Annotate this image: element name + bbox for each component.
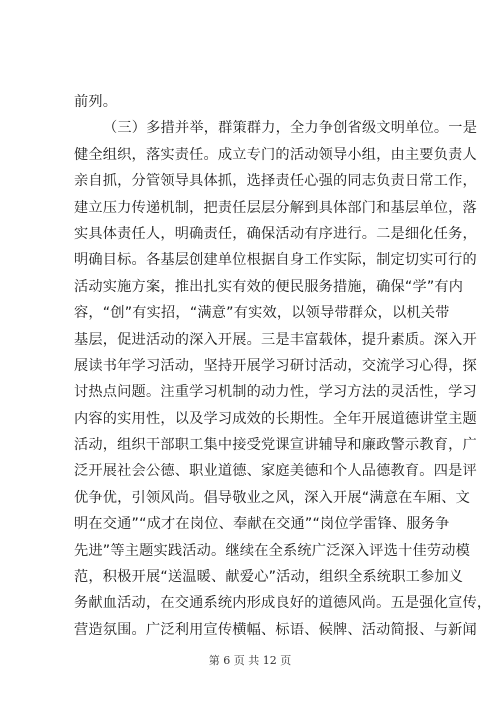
paragraph-line: 实具体责任人，明确责任，确保活动有序进行。二是细化任务， xyxy=(74,225,477,242)
paragraph-line: 展读书年学习活动，坚持开展学习研讨活动，交流学习心得，探 xyxy=(74,357,477,374)
paragraph-line: 务献血活动，在交通系统内形成良好的道德风尚。五是强化宣传， xyxy=(74,595,492,612)
body-text xyxy=(74,89,492,643)
paragraph-line: 讨热点问题。注重学习机制的动力性，学习方法的灵活性，学习 xyxy=(74,384,477,401)
paragraph-line: 泛开展社会公德、职业道德、家庭美德和个人品德教育。四是评 xyxy=(74,463,477,480)
paragraph-line: 明在交通”“成才在岗位、奉献在交通”“岗位学雷锋、服务争 xyxy=(74,516,450,533)
paragraph-line: 前列。 xyxy=(74,94,118,110)
paragraph-line: 内容的实用性，以及学习成效的长期性。全年开展道德讲堂主题 xyxy=(74,410,477,427)
paragraph-line: 建立压力传递机制，把责任层层分解到具体部门和基层单位，落 xyxy=(74,199,477,216)
paragraph-line: 亲自抓，分管领导具体抓，选择责任心强的同志负责日常工作， xyxy=(74,173,477,190)
paragraph-line: 先进”等主题实践活动。继续在全系统广泛深入评选十佳劳动模 xyxy=(74,542,471,559)
page-footer: 第 6 页 共 12 页 xyxy=(208,654,292,667)
paragraph-line: 基层，促进活动的深入开展。三是丰富载体，提升素质。深入开 xyxy=(74,331,477,348)
paragraph-line: （三）多措并举，群策群力，全力争创省级文明单位。一是 xyxy=(103,120,478,137)
paragraph-line: 优争优，引领风尚。倡导敬业之风，深入开展“满意在车厢、文 xyxy=(74,489,471,506)
paragraph-line: 明确目标。各基层创建单位根据自身工作实际，制定切实可行的 xyxy=(74,252,477,269)
paragraph-line: 活动，组织干部职工集中接受党课宣讲辅导和廉政警示教育，广 xyxy=(74,437,477,454)
paragraph-line: 容，“创”有实招，“满意”有实效，以领导带群众，以机关带 xyxy=(74,305,450,322)
paragraph-line: 健全组织，落实责任。成立专门的活动领导小组，由主要负责人 xyxy=(74,146,477,163)
paragraph-line: 营造氛围。广泛利用宣传横幅、标语、候牌、活动简报、与新闻 xyxy=(74,621,477,638)
paragraph-line: 范，积极开展“送温暖、献爱心”活动，组织全系统职工参加义 xyxy=(74,569,464,586)
paragraph-line: 活动实施方案，推出扎实有效的便民服务措施，确保“学”有内 xyxy=(74,278,464,295)
